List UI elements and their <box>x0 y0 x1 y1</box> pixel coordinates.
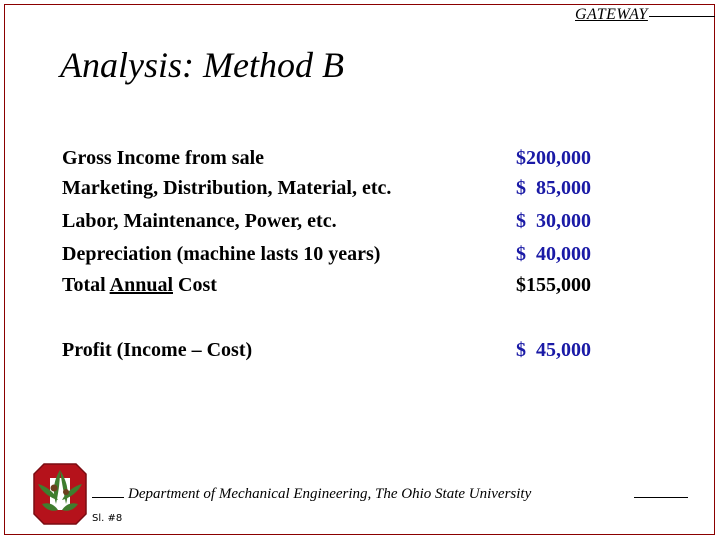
total-suffix: Cost <box>173 274 217 296</box>
row-value-marketing: $ 85,000 <box>516 177 591 199</box>
footer-department: Department of Mechanical Engineering, The Ohio State University <box>128 486 532 502</box>
row-label-labor: Labor, Maintenance, Power, etc. <box>62 210 337 232</box>
row-value-total-cost: $155,000 <box>516 274 591 296</box>
profit-label: Profit (Income – Cost) <box>62 339 253 361</box>
slide-number: Sl. #8 <box>92 513 123 524</box>
row-value-labor: $ 30,000 <box>516 210 591 232</box>
footer-rule-left <box>92 497 124 498</box>
buckeye-block-o-logo-icon <box>30 460 90 528</box>
row-label-depreciation: Depreciation (machine lasts 10 years) <box>62 243 381 265</box>
footer-rule-right <box>634 497 688 498</box>
profit-value: $ 45,000 <box>516 339 591 361</box>
row-value-gross-income: $200,000 <box>516 147 591 169</box>
slide-title: Analysis: Method B <box>60 45 344 85</box>
row-value-depreciation: $ 40,000 <box>516 243 591 265</box>
total-prefix: Total <box>62 274 110 296</box>
gateway-label: GATEWAY <box>575 6 648 23</box>
total-annual-underlined: Annual <box>109 274 173 296</box>
row-label-gross-income: Gross Income from sale <box>62 147 265 169</box>
row-label-total-cost <box>62 274 217 297</box>
row-label-marketing: Marketing, Distribution, Material, etc. <box>62 177 392 199</box>
